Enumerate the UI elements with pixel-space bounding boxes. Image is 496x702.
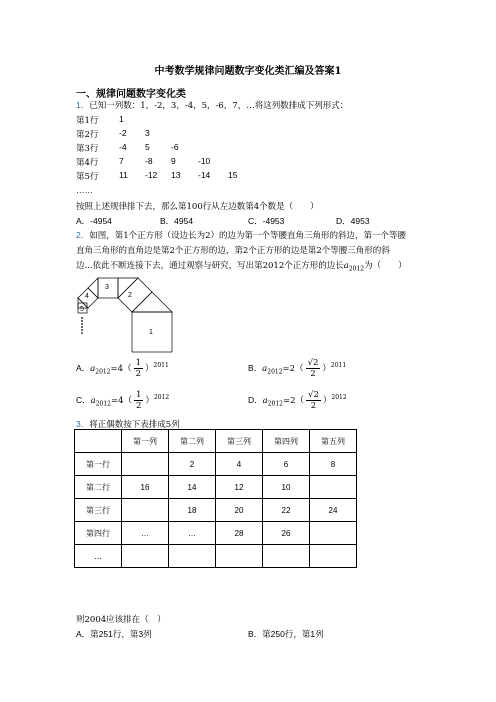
q2-option-c-fraction: $\frac{1}{2}$: [136, 390, 142, 411]
q2-option-b-lhs: =2（: [282, 364, 304, 374]
q1-row-value: -12: [145, 170, 158, 180]
q3-question: 则2004应该排在（ ）: [76, 615, 166, 625]
triangle-1: [132, 292, 172, 312]
table-cell: [310, 545, 357, 568]
table-cell: 6: [263, 453, 310, 476]
q3-number: 3．: [76, 419, 90, 429]
q2-option-b-exp: 2011: [330, 362, 347, 370]
q2-option-d: [248, 390, 347, 411]
q2-option-d-var: a: [262, 396, 268, 406]
continuation-dots: [81, 317, 83, 334]
table-cell: [169, 545, 216, 568]
q1-row-value: 5: [145, 142, 150, 152]
q2-option-a-fraction: $\frac{1}{2}$: [135, 358, 141, 379]
table-cell: 8: [310, 453, 357, 476]
table-row: [75, 522, 357, 545]
q1-row-value: -4: [119, 142, 127, 152]
table-row: [75, 476, 357, 499]
q2-line-3-end: 为（ ）: [364, 261, 407, 271]
table-cell: 12: [216, 476, 263, 499]
q3-option-b: B．第250行，第1列: [248, 629, 324, 639]
even-number-table: [74, 429, 357, 568]
q2-line-2: 直角三角形的直角边是第2个正方形的边，第2个正方形的边是第2个等腰三角形的斜: [76, 246, 390, 256]
label-3: 3: [105, 284, 109, 291]
q2-line-1: [76, 229, 406, 241]
q2-sigma: a: [343, 261, 349, 271]
q2-option-a-label: A．: [76, 363, 91, 373]
q1-number: 1．: [76, 100, 90, 110]
q2-option-c-rhs: ）: [145, 396, 154, 406]
q2-option-b-sub: 2012: [267, 368, 283, 376]
q2-option-a-rhs: ）: [144, 364, 154, 374]
q2-option-d-exp: 2012: [331, 394, 347, 402]
table-cell: 18: [169, 499, 216, 522]
square-2: [118, 278, 152, 312]
table-cell: [310, 476, 357, 499]
q2-line-3-text: 边...依此不断连接下去，通过观察与研究，写出第2012个正方形的边长: [76, 261, 344, 271]
table-cell: [310, 522, 357, 545]
q1-row-label: 第3行: [76, 144, 99, 154]
q1-stem-text: 已知一列数：1，-2，3，-4，5，-6，7，…将这列数排成下列形式：: [89, 101, 349, 111]
q2-option-c-label: C．: [76, 395, 91, 405]
table-cell: [122, 453, 169, 476]
q2-option-b-rhs: ）: [322, 364, 331, 374]
q1-row-label: 第4行: [76, 158, 99, 168]
squares-figure: [74, 276, 174, 364]
q2-option-b-label: B．: [248, 363, 263, 373]
table-cell: …: [122, 522, 169, 545]
q1-row-value: -8: [145, 156, 153, 166]
table-cell: 22: [263, 499, 310, 522]
section-heading: 一、规律问题数字变化类: [76, 89, 186, 100]
q1-row-label: 第1行: [76, 116, 99, 126]
table-cell: 2: [169, 453, 216, 476]
q1-row-value: 7: [119, 156, 124, 166]
table-row: [75, 499, 357, 522]
q2-option-c-exp: 2012: [153, 394, 170, 402]
q2-sigma-sub: 2012: [348, 265, 365, 273]
q1-ellipsis: ……: [76, 185, 93, 195]
table-cell: 20: [216, 499, 263, 522]
q2-option-d-rhs: ）: [322, 396, 332, 406]
q2-option-d-fraction: $\frac{√2}{2}$: [308, 390, 319, 411]
q2-option-d-label: D．: [248, 395, 263, 405]
label-5: 5: [80, 306, 84, 313]
table-cell: 16: [122, 476, 169, 499]
table-cell: [216, 545, 263, 568]
q2-option-b-var: a: [262, 364, 268, 374]
table-cell: [122, 499, 169, 522]
table-cell: 第二行: [75, 476, 122, 499]
table-cell: 第三列: [216, 430, 263, 453]
q1-question: 按照上述规律排下去，那么第100行从左边数第4个数是（ ）: [76, 202, 319, 212]
q1-row-value: 11: [119, 170, 128, 180]
q2-option-c: [76, 390, 169, 411]
q1-row-label: 第5行: [76, 172, 99, 182]
q1-option-d: D．4953: [336, 216, 370, 226]
q2-option-a-sub: 2012: [95, 368, 111, 376]
q3-stem-text: 将正偶数按下表排成5列: [89, 420, 180, 430]
table-cell: …: [75, 545, 122, 568]
table-row: [75, 453, 357, 476]
triangle-3: [88, 278, 98, 298]
q1-row-value: -10: [198, 156, 211, 166]
q2-option-a-exp: 2011: [153, 362, 169, 370]
table-cell: 第四行: [75, 522, 122, 545]
table-cell: [75, 430, 122, 453]
table-cell: 第四列: [263, 430, 310, 453]
table-row: [75, 430, 357, 453]
table-cell: [263, 545, 310, 568]
table-cell: 26: [263, 522, 310, 545]
table-cell: 28: [216, 522, 263, 545]
q1-option-a: A．-4954: [76, 216, 112, 226]
table-cell: 第二列: [169, 430, 216, 453]
q1-option-c: C．-4953: [248, 216, 285, 226]
table-cell: …: [169, 522, 216, 545]
table-cell: 第一行: [75, 453, 122, 476]
page-title: 中考数学规律问题数字变化类汇编及答案1: [154, 66, 342, 77]
q2-line-3: [76, 259, 407, 273]
q2-option-b: [248, 358, 346, 379]
q2-number: 2．: [76, 230, 90, 240]
q2-option-d-lhs: =2（: [283, 396, 305, 406]
q2-option-d-sub: 2012: [267, 400, 283, 408]
label-4: 4: [85, 293, 89, 300]
q2-option-b-fraction: $\frac{√2}{2}$: [307, 358, 319, 379]
table-cell: 24: [310, 499, 357, 522]
q1-row-value: 1: [119, 114, 124, 124]
q1-row-value: -6: [171, 142, 179, 152]
label-1: 1: [149, 329, 153, 336]
q1-row-value: 13: [171, 170, 181, 180]
table-cell: 第三行: [75, 499, 122, 522]
q2-option-c-sub: 2012: [95, 400, 111, 408]
q1-row-value: -14: [198, 170, 211, 180]
q1-row-label: 第2行: [76, 130, 99, 140]
table-cell: 14: [169, 476, 216, 499]
q2-line-1-text: 如图，第1个正方形（设边长为2）的边为第一个等腰直角三角形的斜边，第一个等腰: [89, 231, 407, 241]
q2-option-a-var: a: [90, 364, 96, 374]
q1-row-value: 3: [145, 128, 150, 138]
q1-stem: [76, 99, 348, 111]
table-cell: 10: [263, 476, 310, 499]
q3-option-a: A．第251行，第3列: [76, 629, 152, 639]
q2-option-a: [76, 358, 169, 379]
q2-option-a-lhs: =4（: [110, 364, 132, 374]
table-cell: 第一列: [122, 430, 169, 453]
table-cell: [122, 545, 169, 568]
q1-row-value: 9: [171, 156, 176, 166]
q1-row-value: 15: [228, 170, 238, 180]
table-cell: 4: [216, 453, 263, 476]
q2-option-c-var: a: [90, 396, 96, 406]
table-cell: 第五列: [310, 430, 357, 453]
table-row: [75, 545, 357, 568]
q1-option-b: B．4954: [160, 216, 194, 226]
q2-option-c-lhs: =4（: [111, 396, 133, 406]
label-2: 2: [128, 292, 132, 299]
q1-row-value: -2: [119, 128, 127, 138]
